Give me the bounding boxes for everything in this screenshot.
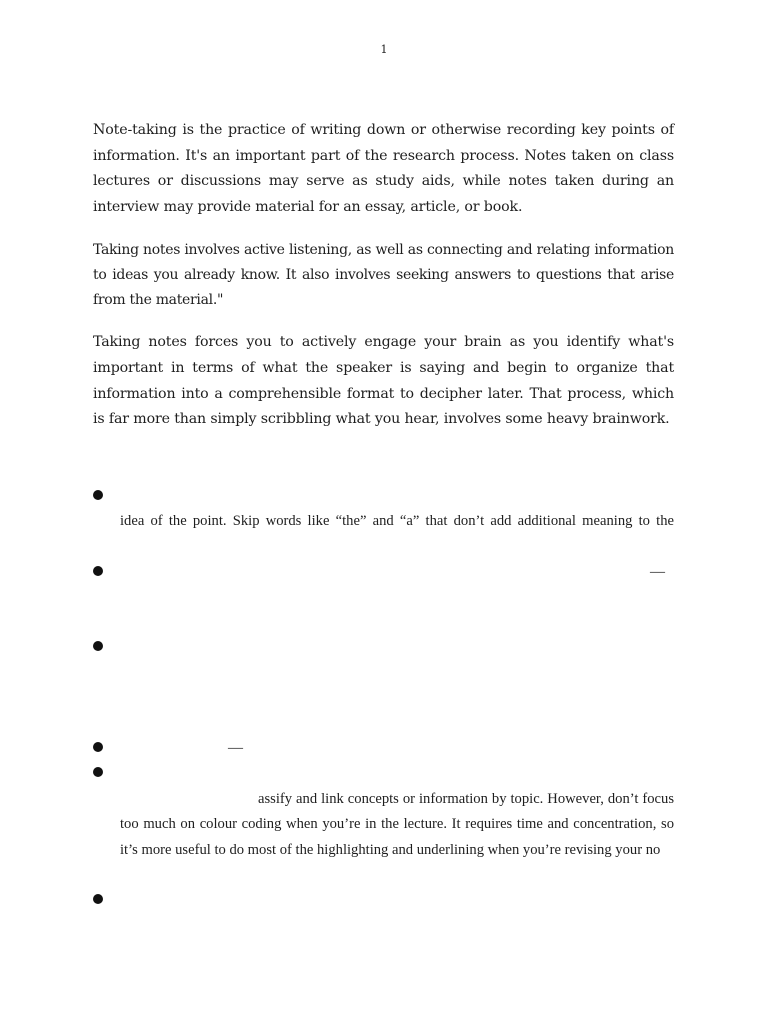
bullet-marker xyxy=(93,490,103,500)
list-item-5-content: assify and link concepts or information by topic. However, don’t focus too much on colour coding when you’re in the lecture. It requires time and concentration, so it’s more useful to do most of the highlighting and underlining when you’re revising your no xyxy=(120,791,674,858)
bullet-marker xyxy=(93,641,103,651)
bullet-marker xyxy=(93,566,103,576)
paragraph-active-listening: Taking notes involves active listening, as well as connecting and relating information to ideas you already know. It also involves seeking answers to questions that arise from the material." xyxy=(93,242,674,308)
page-number: 1 xyxy=(380,43,388,56)
list-item-2-dash: — xyxy=(650,564,665,580)
list-item-5-text xyxy=(120,787,674,863)
paragraph-note-taking-definition: Note-taking is the practice of writing down or otherwise recording key points of information. It's an important part of the research process. Notes taken on class lectures or discussions may serve as study aids, while notes taken during an interview may provide material for an essay, article, or book. xyxy=(93,122,674,215)
bullet-marker xyxy=(93,742,103,752)
list-item-4-dash: — xyxy=(228,740,243,756)
list-item-1-text: idea of the point. Skip words like “the” and “a” that don’t add additional meaning to the xyxy=(120,513,674,529)
bullet-marker xyxy=(93,767,103,777)
bullet-marker xyxy=(93,894,103,904)
paragraph-brainwork: Taking notes forces you to actively engage your brain as you identify what's important in terms of what the speaker is saying and begin to organize that information into a comprehensible format to decipher later. That process, which is far more than simply scribbling what you hear, involves some heavy brainwork. xyxy=(93,334,674,428)
